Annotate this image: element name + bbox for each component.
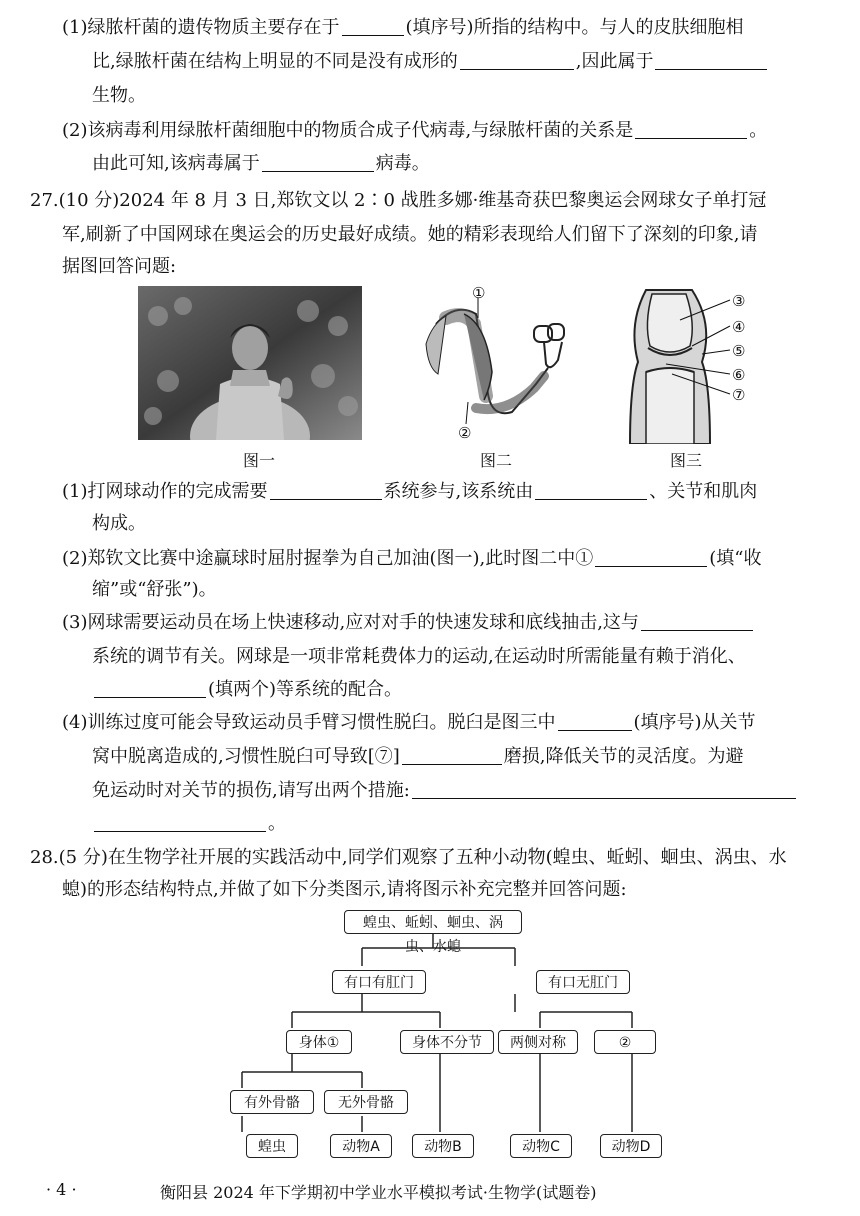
tree-node-2: ② bbox=[594, 1030, 656, 1054]
q28-intro-line1: 28.(5 分)在生物学社开展的实践活动中,同学们观察了五种小动物(蝗虫、蚯蚓、蛔虫、涡虫、水 bbox=[30, 847, 787, 868]
label-circle-1: ① bbox=[472, 284, 486, 302]
tree-node-body-unsegmented: 身体不分节 bbox=[400, 1030, 494, 1054]
q26-part1-line3: 生物。 bbox=[92, 85, 146, 106]
answer-blank bbox=[641, 610, 753, 631]
answer-blank bbox=[460, 49, 574, 70]
label-circle-4: ④ bbox=[732, 318, 746, 336]
q27-intro-line2: 军,刷新了中国网球在奥运会的历史最好成绩。她的精彩表现给人们留下了深刻的印象,请 bbox=[62, 224, 758, 245]
tree-leaf-animal-c: 动物C bbox=[510, 1134, 572, 1158]
q27-intro-line3: 据图回答问题: bbox=[62, 256, 177, 277]
q27-part4-line3: 免运动时对关节的损伤,请写出两个措施: bbox=[92, 777, 860, 805]
q27-part1-line1: (1)打网球动作的完成需要 系统参与,该系统由 、关节和肌肉 bbox=[62, 481, 758, 502]
tree-node-mouth-no-anus: 有口无肛门 bbox=[536, 970, 630, 994]
answer-blank bbox=[94, 811, 266, 832]
q27-part3-line2: 系统的调节有关。网球是一项非常耗费体力的运动,在运动时所需能量有赖于消化、 bbox=[92, 646, 746, 667]
answer-blank bbox=[402, 744, 502, 765]
tree-root-node: 蝗虫、蚯蚓、蛔虫、涡虫、水螅 bbox=[344, 910, 522, 934]
answer-blank bbox=[94, 677, 206, 698]
answer-blank bbox=[595, 546, 707, 567]
answer-blank bbox=[262, 151, 374, 172]
tree-leaf-animal-a: 动物A bbox=[330, 1134, 392, 1158]
label-circle-7: ⑦ bbox=[732, 386, 746, 404]
tree-node-no-exoskeleton: 无外骨骼 bbox=[324, 1090, 408, 1114]
tree-node-body-1: 身体① bbox=[286, 1030, 352, 1054]
classification-tree bbox=[220, 906, 651, 1164]
q26-part1-line2: 比,绿脓杆菌在结构上明显的不同是没有成形的 ,因此属于 bbox=[92, 48, 860, 76]
tree-node-exoskeleton: 有外骨骼 bbox=[230, 1090, 314, 1114]
q27-part2-line2: 缩”或“舒张”)。 bbox=[92, 579, 217, 600]
page-number: · 4 · bbox=[46, 1180, 77, 1199]
q27-part4-line4: 。 bbox=[92, 810, 860, 838]
answer-blank bbox=[412, 778, 796, 799]
q27-intro-line1: 27.(10 分)2024 年 8 月 3 日,郑钦文以 2∶0 战胜多娜·维基奇获巴黎奥运会网球女子单打冠 bbox=[30, 190, 767, 211]
arm-muscle-diagram bbox=[416, 284, 584, 444]
answer-blank bbox=[342, 15, 404, 36]
figure1-caption: 图一 bbox=[243, 451, 276, 470]
joint-structure-diagram bbox=[610, 284, 770, 444]
label-circle-2: ② bbox=[458, 424, 472, 442]
q27-part1-line2: 构成。 bbox=[92, 513, 146, 534]
tennis-player-photo bbox=[138, 286, 362, 440]
q26-part2-line1: (2)该病毒利用绿脓杆菌细胞中的物质合成子代病毒,与绿脓杆菌的关系是 。 bbox=[62, 120, 768, 141]
q27-part2-line1: (2)郑钦文比赛中途赢球时屈肘握拳为自己加油(图一),此时图二中① (填“收 bbox=[62, 548, 762, 569]
q27-part3-line3: (填两个)等系统的配合。 bbox=[92, 676, 860, 704]
tree-node-mouth-anus: 有口有肛门 bbox=[332, 970, 426, 994]
tree-leaf-animal-b: 动物B bbox=[412, 1134, 474, 1158]
tree-leaf-locust: 蝗虫 bbox=[246, 1134, 298, 1158]
tree-leaf-animal-d: 动物D bbox=[600, 1134, 662, 1158]
answer-blank bbox=[270, 479, 382, 500]
answer-blank bbox=[558, 710, 632, 731]
q26-part1-line1: (1)绿脓杆菌的遗传物质主要存在于 (填序号)所指的结构中。与人的皮肤细胞相 bbox=[62, 17, 744, 38]
label-circle-5: ⑤ bbox=[732, 342, 746, 360]
q28-intro-line2: 螅)的形态结构特点,并做了如下分类图示,请将图示补充完整并回答问题: bbox=[62, 879, 627, 900]
figure2-caption: 图二 bbox=[480, 451, 513, 470]
answer-blank bbox=[655, 49, 767, 70]
q27-part4-line2: 窝中脱离造成的,习惯性脱臼可导致[⑦] 磨损,降低关节的灵活度。为避 bbox=[92, 746, 744, 767]
exam-title: 衡阳县 2024 年下学期初中学业水平模拟考试·生物学(试题卷) bbox=[160, 1183, 597, 1202]
q27-part4-line1: (4)训练过度可能会导致运动员手臂习惯性脱臼。脱臼是图三中 (填序号)从关节 bbox=[62, 712, 756, 733]
q26-part2-line2: 由此可知,该病毒属于 病毒。 bbox=[92, 153, 430, 174]
q27-part3-line1: (3)网球需要运动员在场上快速移动,应对对手的快速发球和底线抽击,这与 bbox=[62, 609, 860, 637]
tree-node-bilateral: 两侧对称 bbox=[498, 1030, 578, 1054]
label-circle-6: ⑥ bbox=[732, 366, 746, 384]
figure3-caption: 图三 bbox=[670, 451, 703, 470]
label-circle-3: ③ bbox=[732, 292, 746, 310]
answer-blank bbox=[535, 479, 647, 500]
answer-blank bbox=[635, 118, 747, 139]
